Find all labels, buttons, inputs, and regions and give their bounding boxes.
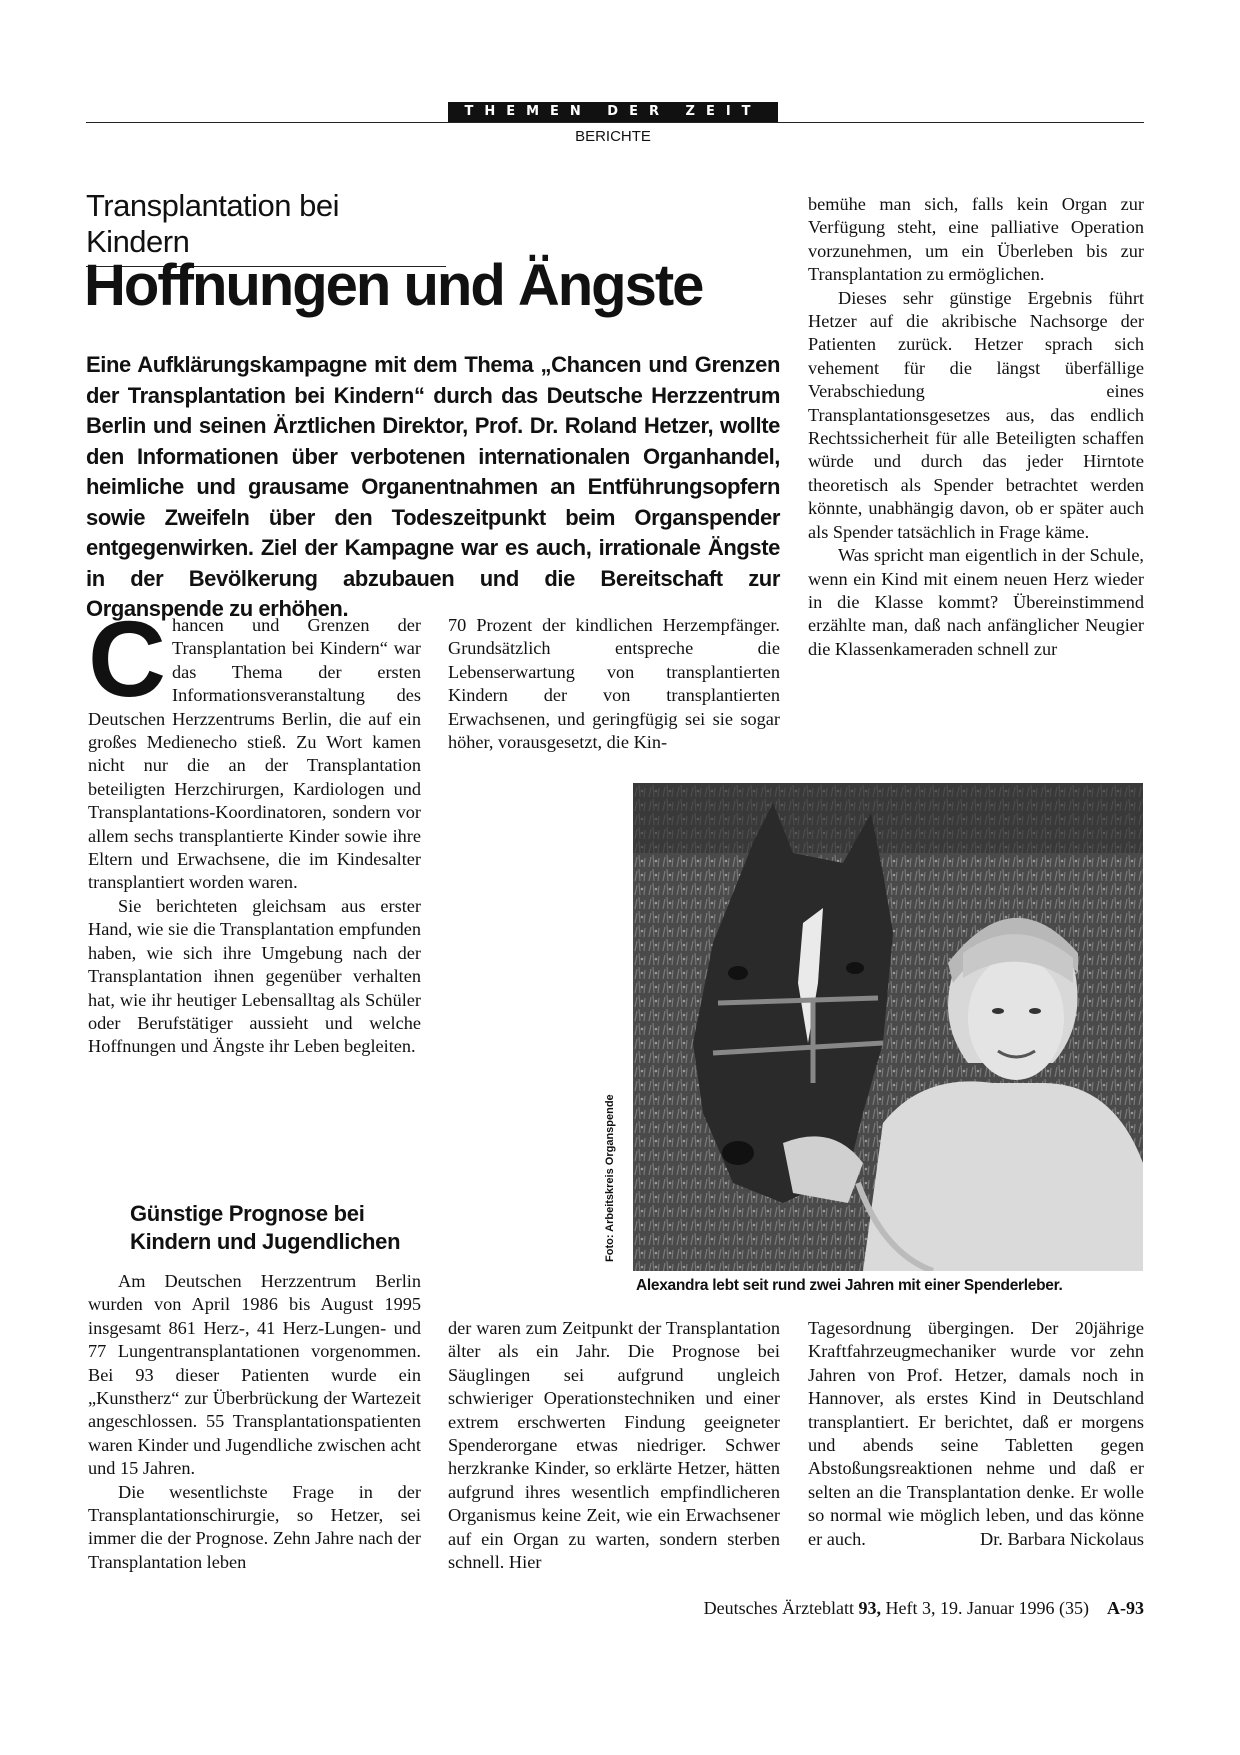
photo-caption: Alexandra lebt seit rund zwei Jahren mit einer Spenderleber. [636,1277,1063,1294]
issue-info: Heft 3, 19. Januar 1996 (35) [885,1598,1089,1618]
paragraph: Was spricht man eigentlich in der Schule, wenn ein Kind mit einem neuen Herz wieder in die Klasse kommt? Übereinstimmend erzählte man, daß nach anfänglicher Neugier die Klassenkameraden schnell zur [808,545,1144,659]
article-lead: Eine Aufklärungskampagne mit dem Thema „Chancen und Grenzen der Transplantation bei Kindern“ durch das Deutsche Herzzentrum Berlin und seinen Ärztlichen Direktor, Prof. Dr. Roland Hetzer, wollte den Informationen über verbotenen internationalen Organhandel, heimliche und grausame Organentnahmen an Entführungsopfern sowie Zweifeln über den Todeszeitpunkt beim Organspender entgegenwirken. Ziel der Kampagne war es auch, irrationale Ängste in der Bevölkerung abzubauen und die Bereitschaft zur Organspende zu erhöhen. [86,352,780,621]
header-rule [86,122,1144,123]
drop-cap: C [88,598,166,719]
paragraph [808,1317,1144,1551]
page-footer [600,1598,1144,1619]
paragraph: hancen und Grenzen der Transplantation bei Kindern“ war das Thema der ersten Informationsveranstaltung des Deutschen Herzzentrums Berlin, die auf ein großes Medienecho stieß. Zu Wort kamen nicht nur die an der Transplantation beteiligten Herzchirurgen, Kardiologen und Transplantations-Koordinatoren, sondern vor allem sechs transplantierte Kinder sowie ihre Eltern und Erwachsene, die im Kindesalter transplantiert worden waren. [88,615,421,893]
column-2-top [448,614,780,754]
paragraph: der waren zum Zeitpunkt der Transplantation älter als ein Jahr. Die Prognose bei Säuglingen sei aufgrund ungleich schwieriger Operationstechniken und einer extrem erschwerten Findung geeigneter Spenderorgane etwas niedriger. Schwer herzkranke Kinder, so erklärte Hetzer, hätten aufgrund ihres wesentlich empfindlicheren Organismus keine Zeit, wie ein Erwachsener auf ein Organ zu warten, sondern sterben schnell. Hier [448,1318,780,1573]
paragraph: Sie berichteten gleichsam aus erster Hand, wie sie die Transplantation empfunden haben, wie sich ihre Umgebung nach der Transplantation ihnen gegenüber verhalten hat, wie ihr heutiger Lebensalltag als Schüler oder Berufstätiger aussieht und welche Hoffnungen und Ängste ihr Leben begleiten. [88,895,421,1057]
article-title: Hoffnungen und Ängste [84,253,703,318]
column-2-bottom [448,1317,780,1574]
paragraph: Die wesentlichste Frage in der Transplantationschirurgie, so Hetzer, sei immer die der Prognose. Zehn Jahre nach der Transplantation leben [88,1481,421,1572]
paragraph: bemühe man sich, falls kein Organ zur Verfügung steht, eine palliative Operation vorzunehmen, um ein Überleben bis zur Transplantation zu ermöglichen. [808,194,1144,285]
section-subheading: Günstige Prognose bei Kindern und Jugendlichen [130,1201,401,1254]
article-kicker: Transplantation bei Kindern [86,188,446,267]
author-signature: Dr. Barbara Nickolaus [980,1528,1144,1549]
paragraph: Am Deutschen Herzzentrum Berlin wurden von April 1986 bis August 1995 insgesamt 861 Herz-, 41 Herz-Lungen- und 77 Lungentransplantationen vorgenommen. Bei 93 dieser Patienten wurde ein „Kunstherz“ zur Überbrückung der Wartezeit angeschlossen. 55 Transplantationspatienten waren Kinder und Jugendliche zwischen acht und 15 Jahren. [88,1271,421,1479]
paragraph-text: Tagesordnung übergingen. Der 20jährige Kraftfahrzeugmechaniker wurde vor zehn Jahren von Prof. Hetzer, damals noch in Hannover, als erstes Kind in Deutschland transplantiert. Er berichtet, daß er morgens und abends seine Tabletten gegen Abstoßungsreaktionen nehme und daß er selten an die Transplantation denke. Er wolle so normal wie möglich leben, und das könne er auch. [808,1318,1144,1549]
volume-number: 93, [858,1598,882,1618]
column-3-bottom [808,1317,1144,1551]
paragraph: Dieses sehr günstige Ergebnis führt Hetzer auf die akribische Nachsorge der Patienten zurück. Hetzer sprach sich vehement für die längst überfällige Verabschiedung eines Transplantationsgesetzes aus, das endlich Rechtssicherheit für alle Beteiligten schaffen würde und durch das jeder Hirntote theoretisch als Spender betrachtet werden könnte, unabhängig davon, ob er später auch als Spender tatsächlich in Frage käme. [808,287,1144,542]
article-photo [633,783,1143,1271]
photo-horse-and-girl [633,783,1143,1271]
section-label: THEMEN DER ZEIT [448,102,778,122]
journal-name: Deutsches Ärzteblatt [703,1598,855,1618]
subsection-label: BERICHTE [575,128,651,145]
column-1-top [88,598,421,1059]
column-3-top [808,193,1144,661]
page-number: A-93 [1107,1598,1144,1618]
column-1-bottom [88,1270,421,1574]
paragraph: 70 Prozent der kindlichen Herzempfänger. Grundsätzlich entspreche die Lebenserwartung von transplantierten Kindern der von transplantierten Erwachsenen, und geringfügig sei sie sogar höher, vorausgesetzt, die Kin- [448,615,780,753]
photo-credit: Foto: Arbeitskreis Organspende [604,1094,616,1262]
